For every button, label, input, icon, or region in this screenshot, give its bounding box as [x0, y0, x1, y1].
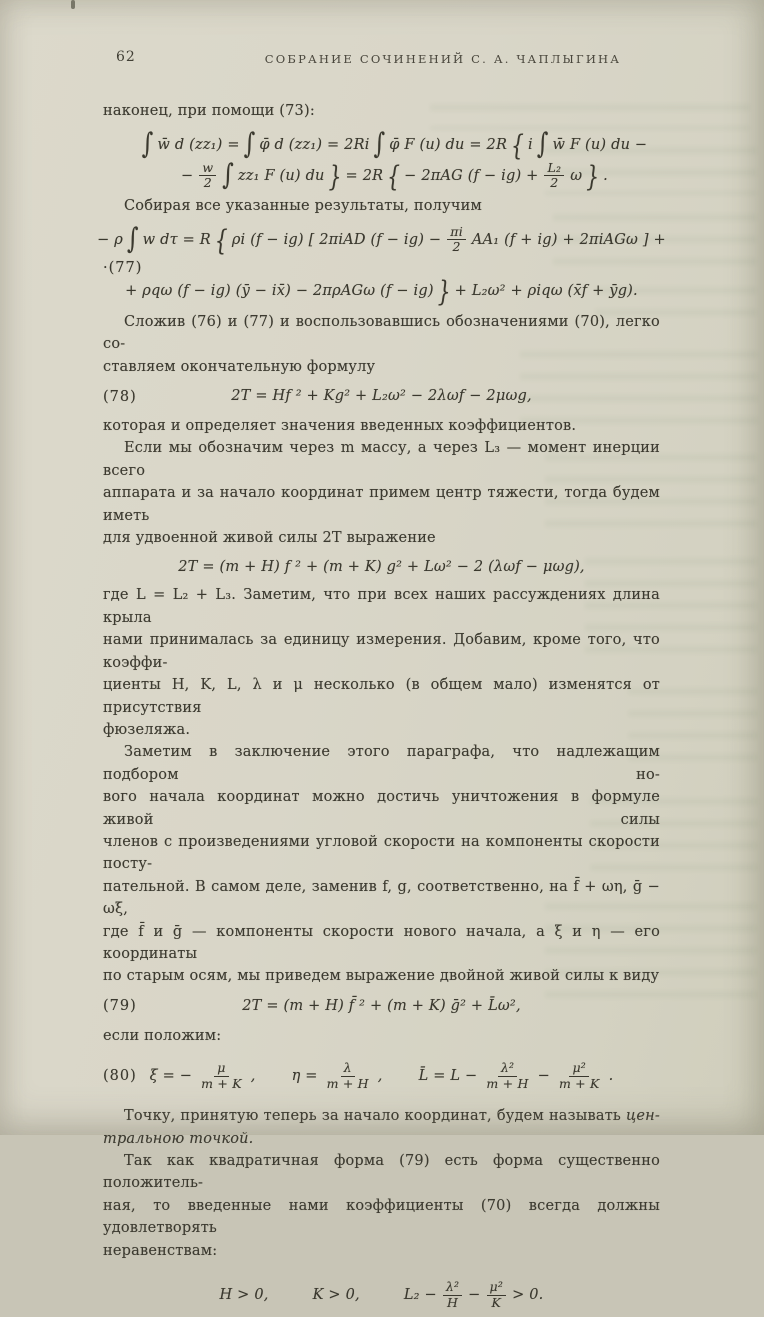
- equation-79: [103, 993, 660, 1020]
- equation-line: [103, 993, 660, 1020]
- equation-78: [103, 383, 660, 410]
- math-run: w̄ d (zz₁) =: [157, 136, 240, 153]
- math-run: = 2R: [345, 167, 384, 184]
- inequality-L2: [404, 1280, 544, 1311]
- fraction: $\frac{\text{λ²}}{m + H}$: [486, 1059, 529, 1091]
- brace: }: [437, 274, 451, 309]
- paragraph-line: циенты H, K, L, λ и μ несколько (в общем мало) изменятся от присутствия: [103, 677, 660, 716]
- page-number: 62: [116, 49, 136, 65]
- inequality-K: [313, 1284, 360, 1306]
- equation-term-lbar: [419, 1061, 614, 1092]
- math-run: zz₁ F (u) du: [237, 167, 325, 184]
- paragraph-line: [103, 1105, 660, 1127]
- paragraph-line: аппарата и за начало координат примем центр тяжести, тогда будем иметь: [103, 485, 660, 524]
- math-run: −: [537, 1067, 550, 1084]
- integral-sign: ∫: [373, 128, 386, 161]
- equation-body: 2T = Hf ² + Kg² + L₂ω² − 2λωf − 2μωg,: [231, 388, 532, 405]
- fraction: $\frac{\mu}{m + K}$: [201, 1059, 242, 1091]
- math-run: η =: [291, 1067, 318, 1084]
- scan-artifact-mark: [71, 0, 75, 9]
- fraction: $\frac{\lambda}{m + H}$: [326, 1059, 369, 1091]
- equation-80: [103, 1054, 660, 1098]
- math-run: −: [181, 167, 194, 184]
- math-run: .: [608, 1067, 614, 1084]
- fraction: $\frac{\pi i}{2}$: [445, 225, 468, 256]
- paragraph-line: если положим:: [103, 1027, 222, 1044]
- paragraph-line: тральною точкой.: [103, 1130, 254, 1147]
- math-run: .: [603, 167, 608, 184]
- math-run: L₂ −: [403, 1286, 437, 1303]
- equation-line: [129, 160, 660, 191]
- equation-number: (79): [103, 998, 137, 1015]
- brace: {: [511, 128, 525, 162]
- paragraph-line: Если мы обозначим через m массу, а через L₃ — момент инерции всего: [103, 440, 660, 479]
- math-run: − ρ: [97, 231, 123, 248]
- paragraph-line: где f̄ и ḡ — компоненты скорости нового начала, а ξ и η — его координаты: [103, 923, 660, 962]
- math-run: K > 0,: [312, 1286, 360, 1303]
- equation-term-eta: [292, 1061, 383, 1092]
- math-run: φ̄ d (zz₁) = 2Ri: [259, 136, 370, 153]
- brace: {: [387, 159, 401, 193]
- paragraph-line: наконец, при помощи (73):: [103, 103, 315, 119]
- equation-line: [103, 274, 660, 309]
- math-run: ω: [570, 167, 583, 184]
- math-run: −: [468, 1286, 481, 1303]
- equation-number: (80): [103, 1067, 137, 1084]
- math-run: ,: [377, 1067, 383, 1084]
- math-run: L̄ = L −: [418, 1067, 478, 1084]
- paragraph-text: Точку, принятую теперь за начало координат, будем называть: [124, 1108, 627, 1125]
- math-run: ξ = −: [149, 1067, 193, 1084]
- integral-sign: ∫: [222, 159, 234, 192]
- math-run: > 0.: [512, 1286, 544, 1303]
- paragraph-line: членов с произведениями угловой скорости на компоненты скорости посту-: [103, 833, 660, 873]
- equation-number: ·(77): [103, 259, 143, 276]
- equation-body: 2T = (m + H) f̄ ² + (m + K) ḡ² + L̄ω²,: [242, 998, 521, 1015]
- equation-line: [97, 222, 666, 258]
- fraction: $\frac{\text{μ²}}{m + K}$: [558, 1059, 600, 1091]
- equation-line: [103, 553, 660, 580]
- brace: }: [586, 159, 600, 193]
- equation-term-xi: [150, 1061, 256, 1092]
- paragraph-line: которая и определяет значения введенных коэффициентов.: [103, 418, 577, 435]
- integral-sign: ∫: [141, 128, 154, 161]
- math-run: w̄ F (u) du −: [552, 136, 648, 153]
- paragraph-line: вого начала координат можно достичь уничтожения в формуле живой силы: [103, 789, 660, 828]
- equation-line: [129, 129, 660, 160]
- paragraph-line: пательной. В самом деле, заменив f, g, соответственно, на f̄ + ωη, ḡ − ωξ,: [103, 878, 660, 918]
- paragraph-line: для удвоенной живой силы 2T выражение: [103, 530, 436, 547]
- equation-77: [97, 222, 666, 309]
- math-run: w dτ = R: [142, 231, 211, 248]
- integral-sign: ∫: [536, 128, 549, 161]
- equation-body: 2T = (m + H) f ² + (m + K) g² + Lω² − 2 (λωf − μωg),: [178, 558, 585, 575]
- paragraph-line: ставляем окончательную формулу: [103, 358, 376, 375]
- paragraph-line: Так как квадратичная форма (79) есть форма существенно положитель-: [103, 1153, 660, 1192]
- math-run: i: [528, 136, 533, 153]
- math-run: + ρqω (f − ig) (ȳ − ix̄) − 2πρAGω (f − ig): [125, 283, 434, 300]
- equation-number: (78): [103, 388, 137, 405]
- text-column: [97, 100, 666, 1317]
- paragraph-line: по старым осям, мы приведем выражение двойной живой силы к виду: [103, 968, 660, 985]
- integral-sign: ∫: [127, 222, 139, 256]
- brace: {: [214, 223, 228, 257]
- paragraph-line: ная, то введенные нами коэффициенты (70) всегда должны удовлетворять: [103, 1197, 660, 1237]
- math-run: ,: [250, 1067, 256, 1084]
- equation-integrals: [129, 129, 660, 191]
- inequalities-block: [103, 1273, 660, 1317]
- equation-kinetic-energy: [103, 553, 660, 580]
- running-header: СОБРАНИЕ СОЧИНЕНИЙ С. А. ЧАПЛЫГИНА: [264, 52, 622, 66]
- fraction: $\frac{\text{λ²}}{H}$: [441, 1280, 464, 1311]
- inequality-H: [220, 1284, 269, 1306]
- brace: }: [328, 159, 342, 193]
- math-run: ρi (f − ig) [ 2πiAD (f − ig) −: [231, 231, 442, 248]
- equation-line: [103, 383, 660, 410]
- integral-sign: ∫: [243, 128, 256, 161]
- paragraph-line: Сложив (76) и (77) и воспользовавшись обозначениями (70), легко со-: [103, 313, 660, 353]
- math-run: AA₁ (f + ig) + 2πiAGω ] +: [471, 231, 666, 248]
- fraction: $\frac{\text{L₂}}{2}$: [542, 161, 566, 192]
- fraction: $\frac{w}{2}$: [197, 161, 218, 192]
- math-run: − 2πAG (f − ig) +: [404, 167, 539, 184]
- equation-line: [103, 1273, 660, 1317]
- paragraph-line: фюзеляжа.: [103, 721, 191, 738]
- paragraph-line: неравенствам:: [103, 1242, 218, 1259]
- math-run: φ̄ F (u) du = 2R: [389, 136, 508, 153]
- paragraph-line: Заметим в заключение этого параграфа, что надлежащим подбором но-: [103, 744, 660, 783]
- emphasized-term: цен-: [626, 1108, 660, 1125]
- math-run: + L₂ω² + ρiqω (x̄f + ȳg).: [454, 283, 638, 300]
- fraction: $\frac{\text{μ²}}{K}$: [485, 1280, 509, 1311]
- paragraph-line: нами принималась за единицу измерения. Добавим, кроме того, что коэффи-: [103, 632, 660, 671]
- paragraph-line: где L = L₂ + L₃. Заметим, что при всех наших рассуждениях длина крыла: [103, 587, 660, 626]
- paragraph-line: Собирая все указанные результаты, получим: [124, 198, 482, 215]
- equation-line: [103, 1054, 660, 1098]
- math-run: H > 0,: [219, 1286, 269, 1303]
